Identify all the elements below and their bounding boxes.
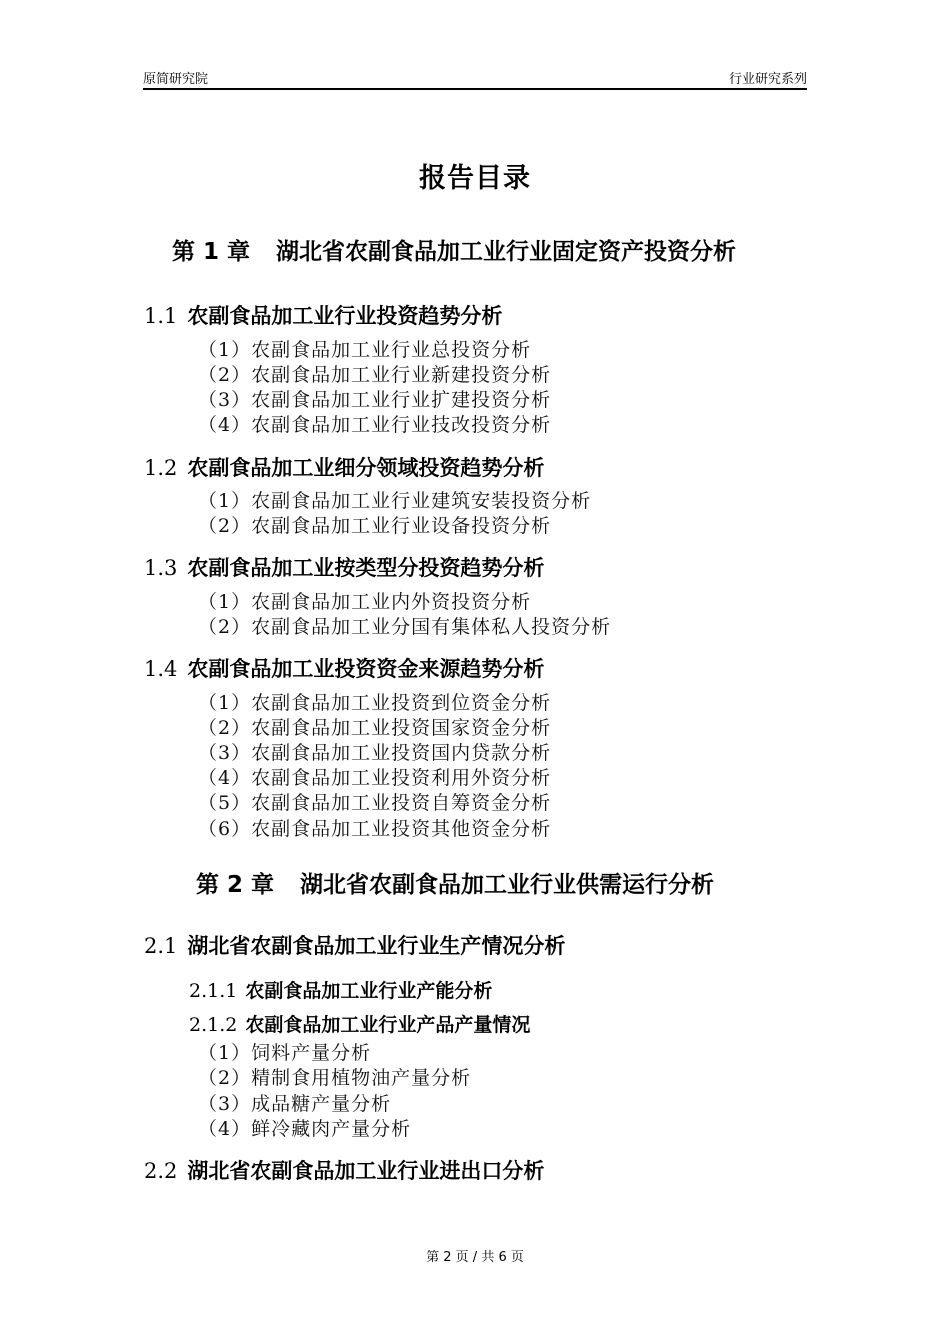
toc-item: （4）农副食品加工业投资利用外资分析: [198, 767, 552, 789]
toc-item: （3）农副食品加工业行业扩建投资分析: [198, 389, 552, 411]
subsection-title: 农副食品加工业行业产品产量情况: [245, 1014, 531, 1036]
chapter-title: 湖北省农副食品加工业行业供需运行分析: [300, 872, 715, 898]
toc-item: （2）农副食品加工业行业设备投资分析: [198, 515, 552, 537]
chapter-heading-2: [196, 866, 714, 899]
section-heading-1-3: [144, 552, 544, 582]
section-heading-2-1: [144, 930, 565, 960]
section-number: 1.1: [144, 304, 178, 328]
section-number: 1.4: [144, 657, 178, 681]
subsection-heading-2-1-1: [189, 976, 492, 1003]
section-number: 1.2: [144, 456, 178, 480]
header-series-name: 行业研究系列: [728, 72, 807, 87]
page-number-footer: 第 2 页 / 共 6 页: [426, 1250, 524, 1265]
chapter-number: 第 1 章: [172, 239, 251, 265]
header-divider: [143, 88, 807, 90]
section-number: 2.1: [144, 934, 178, 958]
section-title: 湖北省农副食品加工业行业进出口分析: [187, 1159, 545, 1183]
chapter-number: 第 2 章: [196, 872, 275, 898]
section-title: 农副食品加工业投资资金来源趋势分析: [187, 657, 545, 681]
page-header: [143, 68, 807, 88]
toc-item: （4）农副食品加工业行业技改投资分析: [198, 414, 552, 436]
toc-item: （5）农副食品加工业投资自筹资金分析: [198, 792, 552, 814]
section-title: 农副食品加工业细分领域投资趋势分析: [187, 456, 545, 480]
toc-item: （1）农副食品加工业行业建筑安装投资分析: [198, 490, 592, 512]
toc-item: （2）农副食品加工业行业新建投资分析: [198, 364, 552, 386]
toc-item: （1）农副食品加工业投资到位资金分析: [198, 692, 552, 714]
toc-item: （2）农副食品加工业投资国家资金分析: [198, 717, 552, 739]
section-title: 农副食品加工业行业投资趋势分析: [187, 304, 503, 328]
toc-item: （3）农副食品加工业投资国内贷款分析: [198, 742, 552, 764]
section-number: 1.3: [144, 556, 178, 580]
subsection-heading-2-1-2: [189, 1010, 530, 1037]
section-title: 湖北省农副食品加工业行业生产情况分析: [187, 934, 566, 958]
toc-item: （3）成品糖产量分析: [198, 1093, 392, 1115]
section-heading-1-1: [144, 300, 502, 330]
section-heading-1-4: [144, 653, 544, 683]
toc-item: （1）农副食品加工业行业总投资分析: [198, 339, 532, 361]
document-title: 报告目录: [419, 163, 531, 194]
section-title: 农副食品加工业按类型分投资趋势分析: [187, 556, 545, 580]
subsection-title: 农副食品加工业行业产能分析: [245, 980, 493, 1002]
toc-item: （2）农副食品加工业分国有集体私人投资分析: [198, 616, 612, 638]
toc-item: （1）农副食品加工业内外资投资分析: [198, 591, 532, 613]
toc-item: （6）农副食品加工业投资其他资金分析: [198, 818, 552, 840]
section-heading-2-2: [144, 1155, 544, 1185]
chapter-title: 湖北省农副食品加工业行业固定资产投资分析: [276, 239, 737, 265]
chapter-heading-1: [172, 233, 736, 266]
subsection-number: 2.1.2: [189, 1014, 238, 1036]
section-number: 2.2: [144, 1159, 178, 1183]
toc-item: （4）鲜冷藏肉产量分析: [198, 1118, 412, 1140]
section-heading-1-2: [144, 452, 544, 482]
toc-item: （2）精制食用植物油产量分析: [198, 1067, 472, 1089]
subsection-number: 2.1.1: [189, 980, 238, 1002]
toc-item: （1）饲料产量分析: [198, 1042, 372, 1064]
header-org-name: 原简研究院: [143, 72, 209, 87]
